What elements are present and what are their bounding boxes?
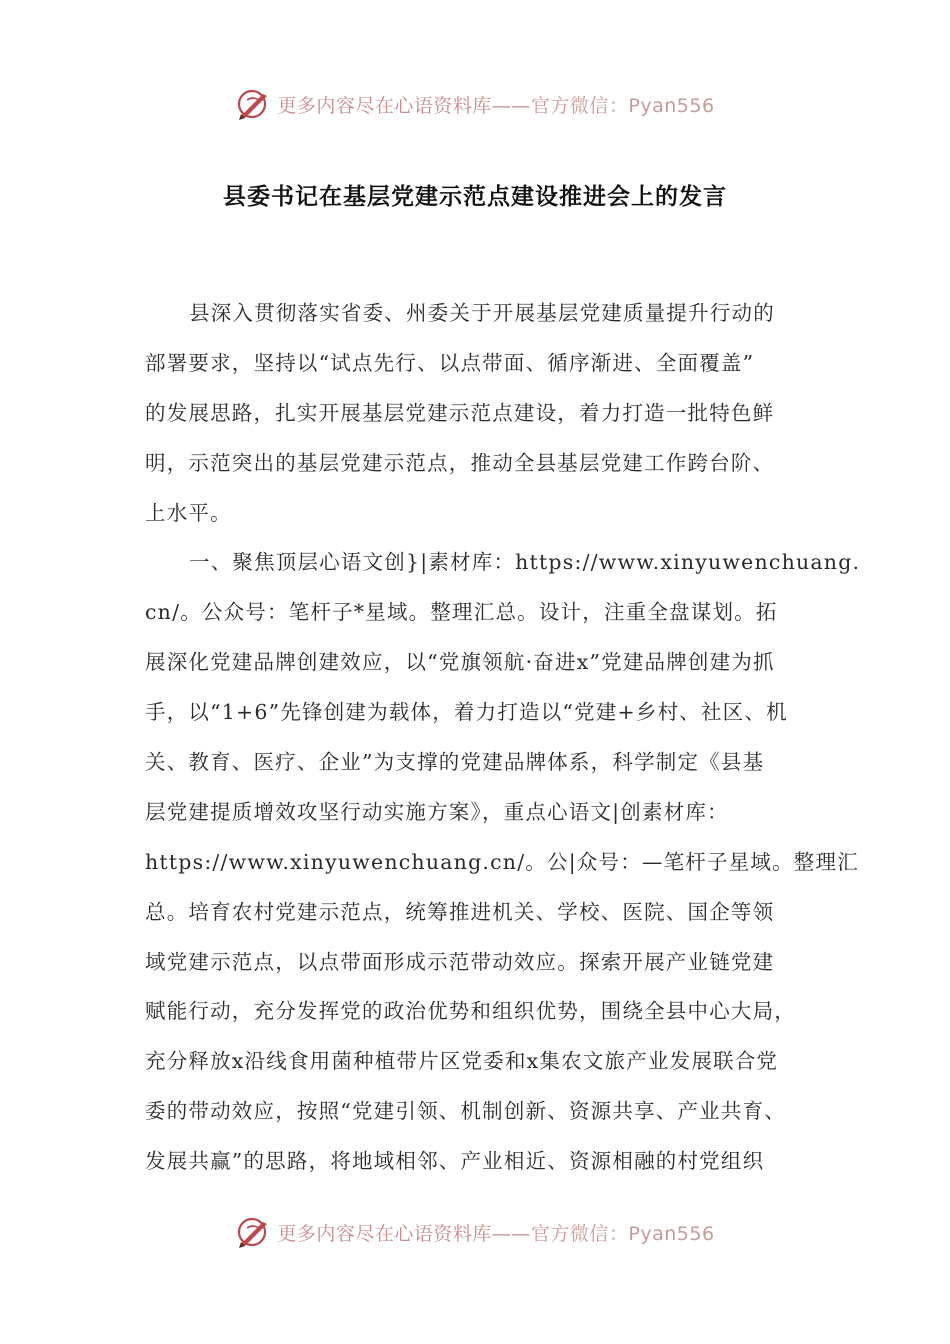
paragraph-line: 部署要求，坚持以“试点先行、以点带面、循序渐进、全面覆盖” (145, 350, 755, 375)
paragraph-line: 充分释放x沿线食用菌种植带片区党委和x集农文旅产业发展联合党 (145, 1049, 779, 1074)
paragraph-line: 层党建提质增效攻坚行动实施方案》，重点心语文|创素材库： (145, 799, 729, 824)
pen-logo-icon (235, 1214, 273, 1250)
paragraph-line: cn/。公众号：笔杆子*星域。整理汇总。设计，注重全盘谋划。拓 (145, 600, 778, 625)
paragraph-line: 域党建示范点，以点带面形成示范带动效应。探索开展产业链党建 (145, 949, 775, 974)
paragraph-line: 总。培育农村党建示范点，统筹推进机关、学校、医院、国企等领 (145, 899, 775, 924)
paragraph-line: 关、教育、医疗、企业”为支撑的党建品牌体系，科学制定《县基 (145, 750, 765, 775)
paragraph-line: 县深入贯彻落实省委、州委关于开展基层党建质量提升行动的 (189, 301, 775, 325)
paragraph-line: 委的带动效应，按照“党建引领、机制创新、资源共享、产业共育、 (145, 1099, 786, 1124)
banner-text: 更多内容尽在心语资料库——官方微信：Pyan556 (277, 1222, 715, 1245)
banner-text: 更多内容尽在心语资料库——官方微信：Pyan556 (277, 94, 715, 117)
pen-logo-icon (235, 86, 273, 122)
paragraph-line: 手，以“1+6”先锋创建为载体，着力打造以“党建+乡村、社区、机 (145, 700, 788, 725)
header-banner (0, 86, 950, 122)
paragraph-line: https://www.xinyuwenchuang.cn/。公|众号：—笔杆子星域。整理汇 (145, 849, 859, 874)
paragraph-line: 展深化党建品牌创建效应，以“党旗领航·奋进x”党建品牌创建为抓 (145, 650, 775, 675)
paragraph-line: 一、聚焦顶层心语文创}|素材库：https://www.xinyuwenchuang. (189, 550, 861, 575)
paragraph-line: 上水平。 (145, 500, 232, 525)
page-title: 县委书记在基层党建示范点建设推进会上的发言 (223, 184, 727, 210)
footer-banner (0, 1214, 950, 1250)
paragraph-line: 的发展思路，扎实开展基层党建示范点建设，着力打造一批特色鲜 (145, 400, 775, 425)
paragraph-line: 明，示范突出的基层党建示范点，推动全县基层党建工作跨台阶、 (145, 450, 775, 475)
paragraph-line: 赋能行动，充分发挥党的政治优势和组织优势，围绕全县中心大局， (145, 999, 796, 1024)
paragraph-line: 发展共赢”的思路，将地域相邻、产业相近、资源相融的村党组织 (145, 1149, 765, 1174)
document-body (145, 289, 861, 1187)
